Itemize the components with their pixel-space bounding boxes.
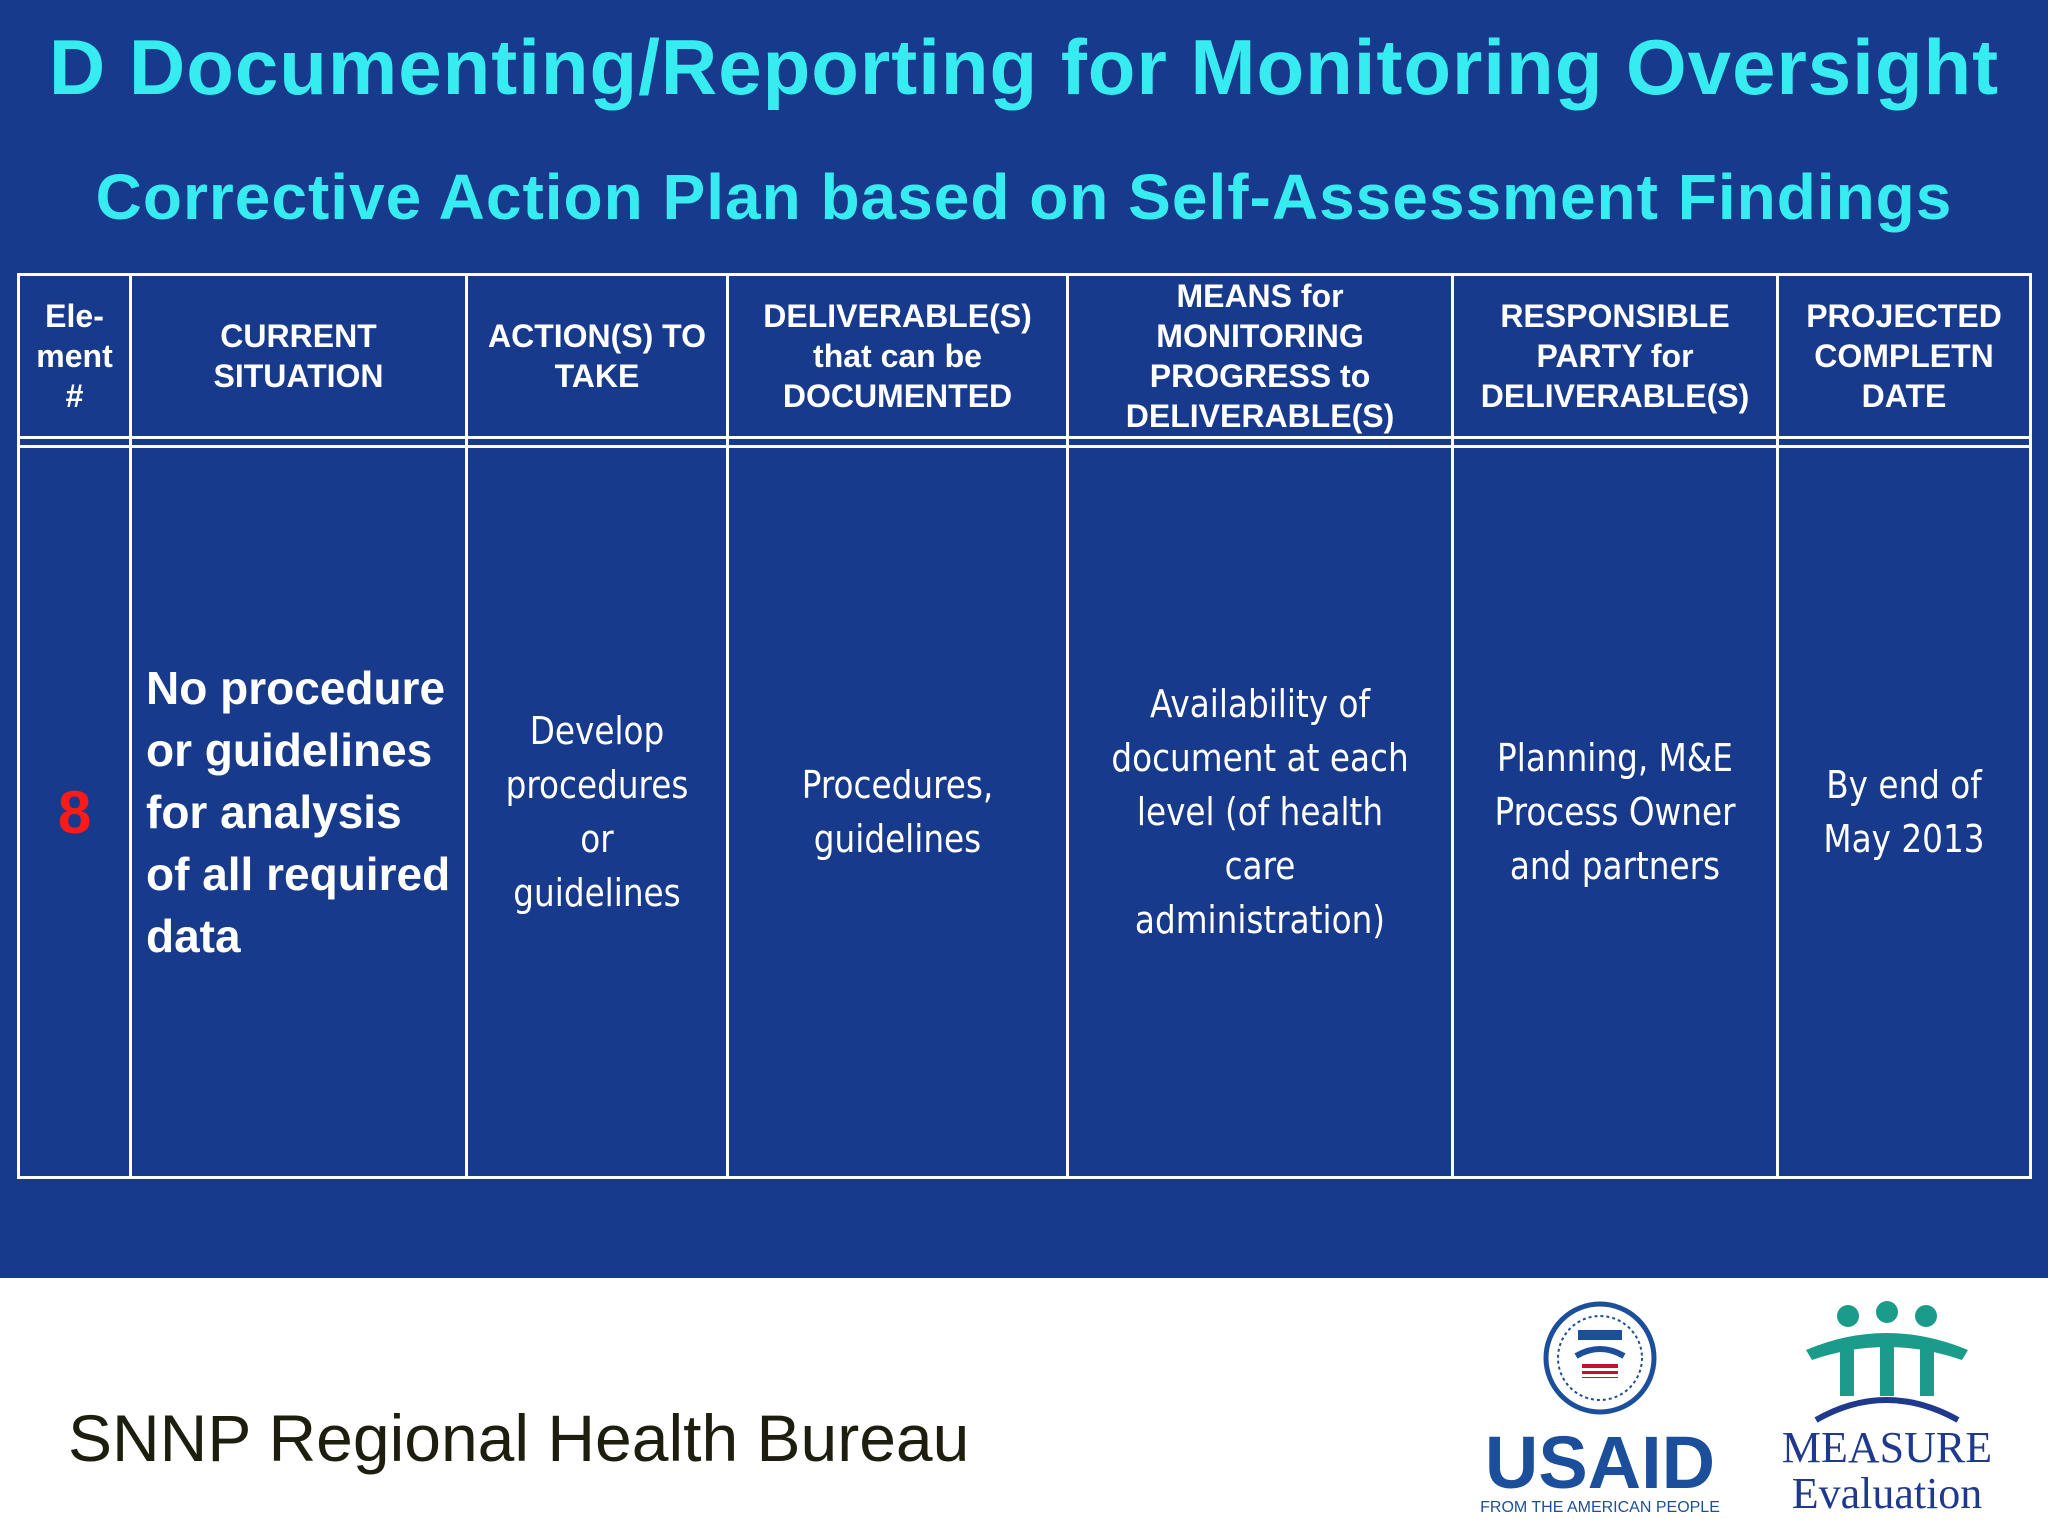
header-element: Ele-ment # xyxy=(19,275,131,438)
usaid-seal-icon xyxy=(1546,1304,1654,1412)
header-means: MEANS for MONITORING PROGRESS to DELIVERABLE(S) xyxy=(1068,275,1453,438)
cell-means xyxy=(1068,447,1453,1178)
arc-mark xyxy=(1816,1400,1958,1420)
corrective-action-table xyxy=(17,273,2032,1179)
usaid-logo xyxy=(1470,1300,1730,1520)
evaluation-wordmark: Evaluation xyxy=(1791,1469,1983,1518)
cell-element-number: 8 xyxy=(19,447,131,1178)
header-current-situation: CURRENT SITUATION xyxy=(131,275,467,438)
people-icon xyxy=(1806,1301,1968,1396)
usaid-wordmark: USAID xyxy=(1484,1421,1716,1504)
measure-evaluation-logo xyxy=(1776,1300,1998,1520)
cell-responsible xyxy=(1453,447,1778,1178)
table-header-row xyxy=(19,275,2031,438)
cell-current-situation: No procedure or guidelines for analysis of all required data xyxy=(131,447,467,1178)
measure-wordmark: MEASURE xyxy=(1781,1423,1993,1472)
table-row xyxy=(19,447,2031,1178)
slide-title: D Documenting/Reporting for Monitoring Oversight xyxy=(48,23,2000,111)
cell-deliverables-text: Procedures, guidelines xyxy=(801,763,994,861)
slide-subtitle: Corrective Action Plan based on Self-Assessment Findings xyxy=(95,161,1953,233)
usaid-tagline: FROM THE AMERICAN PEOPLE xyxy=(1480,1499,1720,1516)
header-actions: ACTION(S) TO TAKE xyxy=(467,275,728,438)
footer-organization: SNNP Regional Health Bureau xyxy=(68,1401,970,1475)
cell-actions xyxy=(467,447,728,1178)
header-date: PROJECTED COMPLETN DATE xyxy=(1778,275,2031,438)
cell-means-text: Availability of document at each level (of health care administration) xyxy=(1111,682,1409,942)
cell-responsible-text: Planning, M&E Process Owner and partners xyxy=(1494,736,1736,888)
cell-deliverables xyxy=(728,447,1068,1178)
table-divider xyxy=(19,438,2031,447)
cell-date-text: By end of May 2013 xyxy=(1823,763,1985,861)
cell-date xyxy=(1778,447,2031,1178)
header-responsible: RESPONSIBLE PARTY for DELIVERABLE(S) xyxy=(1453,275,1778,438)
cell-actions-text: Develop procedures or guidelines xyxy=(505,709,689,915)
header-deliverables: DELIVERABLE(S) that can be DOCUMENTED xyxy=(728,275,1068,438)
